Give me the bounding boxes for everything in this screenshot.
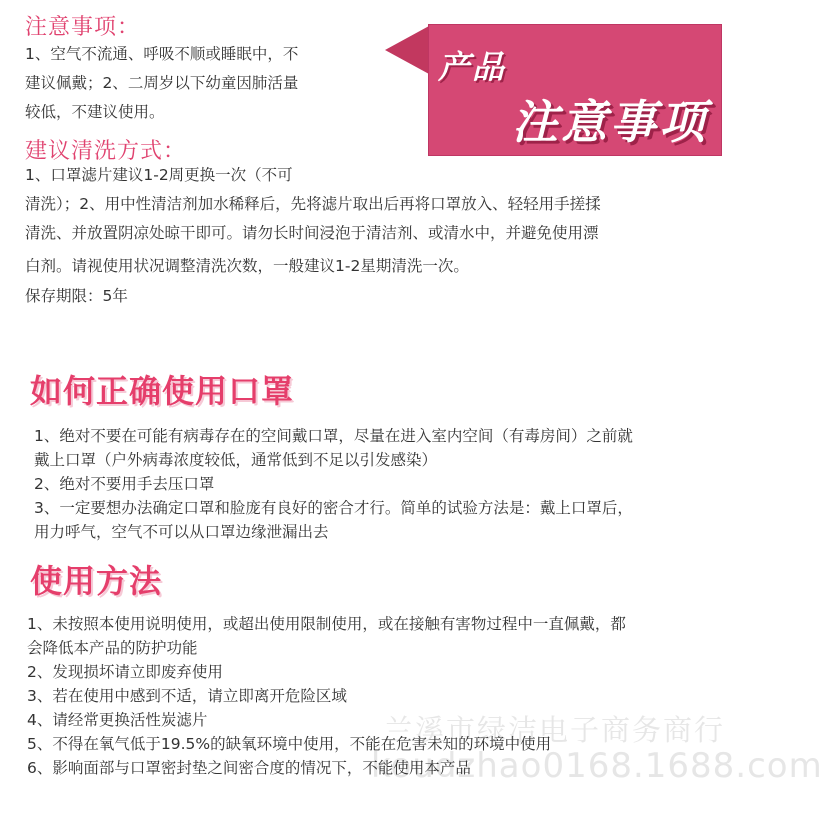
correct-use-line: 戴上口罩（户外病毒浓度较低，通常低到不足以引发感染） — [34, 451, 438, 469]
banner-small-text: 产品 — [438, 48, 507, 86]
notice-line: 1、空气不流通、呼吸不顺或睡眠中，不 — [25, 45, 299, 63]
cleaning-line: 清洗）；2、用中性清洁剂加水稀释后，先将滤片取出后再将口罩放入、轻轻用手搓揉 — [25, 195, 601, 213]
correct-use-line: 3、一定要想办法确定口罩和脸庞有良好的密合才行。简单的试验方法是：戴上口罩后， — [34, 499, 633, 517]
cleaning-line: 清洗、并放置阴凉处晾干即可。请勿长时间浸泡于清洁剂、或清水中，并避免使用漂 — [25, 224, 599, 242]
correct-use-line: 1、绝对不要在可能有病毒存在的空间戴口罩，尽量在进入室内空间（有毒房间）之前就 — [34, 427, 633, 445]
cleaning-line: 白剂。请视使用状况调整清洗次数，一般建议1-2星期清洗一次。 — [25, 257, 469, 275]
notice-line: 建议佩戴；2、二周岁以下幼童因肺活量 — [25, 74, 299, 92]
usage-line: 5、不得在氧气低于19.5%的缺氧环境中使用，不能在危害未知的环境中使用 — [27, 735, 552, 753]
cleaning-line: 1、口罩滤片建议1-2周更换一次（不可 — [25, 166, 293, 184]
usage-heading: 使用方法 — [30, 562, 163, 600]
usage-line: 会降低本产品的防护功能 — [27, 639, 198, 657]
cleaning-title: 建议清洗方式： — [25, 139, 187, 164]
usage-line: 1、未按照本使用说明使用，或超出使用限制使用，或在接触有害物过程中一直佩戴，都 — [27, 615, 626, 633]
watermark-shop-name: 兰溪市绿洁电子商务商行 — [384, 713, 726, 747]
usage-line: 3、若在使用中感到不适，请立即离开危险区域 — [27, 687, 347, 705]
correct-use-line: 用力呼气，空气不可以从口罩边缘泄漏出去 — [34, 523, 329, 541]
usage-line: 4、请经常更换活性炭滤片 — [27, 711, 208, 729]
banner-big-text: 注意事项 — [512, 95, 708, 149]
notice-line: 较低，不建议使用。 — [25, 103, 165, 121]
banner-tab-shape — [385, 26, 429, 74]
correct-use-line: 2、绝对不要用手去压口罩 — [34, 475, 215, 493]
shelf-life: 保存期限：5年 — [25, 287, 128, 305]
watermark-url: koudzhao0168.1688.com — [371, 746, 823, 786]
usage-line: 2、发现损坏请立即废弃使用 — [27, 663, 223, 681]
usage-line: 6、影响面部与口罩密封垫之间密合度的情况下，不能使用本产品 — [27, 759, 471, 777]
notice-title: 注意事项： — [25, 15, 141, 40]
correct-use-heading: 如何正确使用口罩 — [30, 372, 295, 410]
